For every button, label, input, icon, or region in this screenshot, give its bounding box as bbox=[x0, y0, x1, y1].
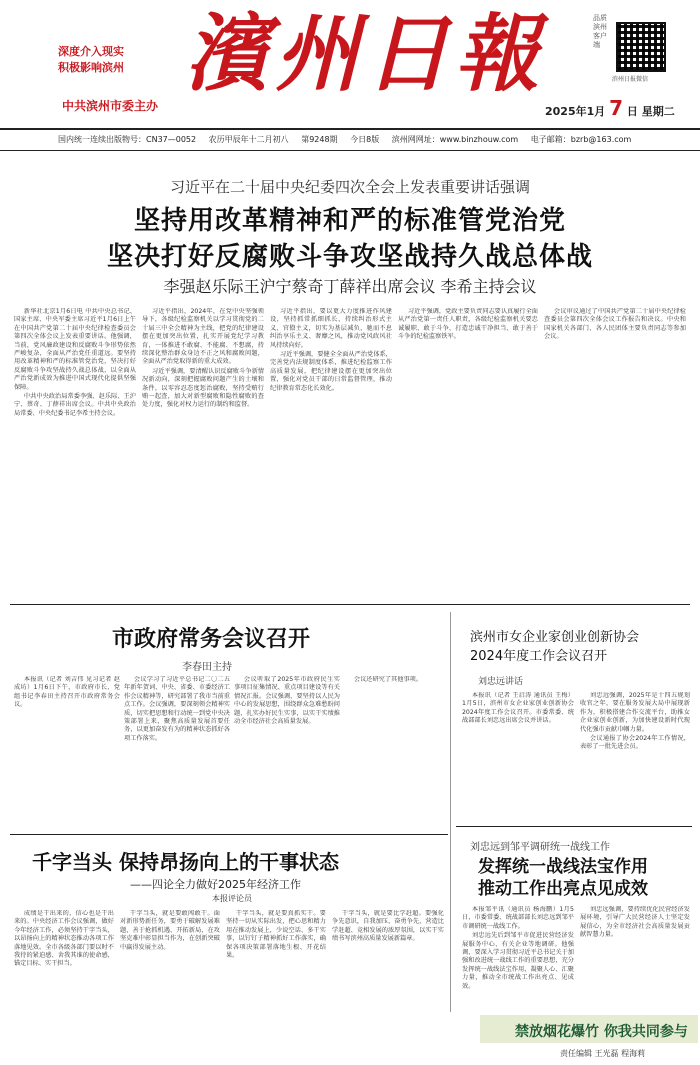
economy-byline: 本报评论员 bbox=[212, 894, 252, 903]
council-byline: 李春田主持 bbox=[182, 662, 232, 673]
women-column-2: 刘忠远强调，2025年是十四五规划收官之年，要在服务发展大局中展现新作为，积极搭建合作交流平台，助推女企业家创业创新，为加快建设新时代现代化强市贡献巾帼力量。 会议通报了协会2024年工作情况，表彰了一批先进会员。 bbox=[580, 692, 690, 751]
economy-column-3: 干字当头，就是要真抓实干。要坚持一切从实际出发，把心思和精力用在推动发展上，少说空话、多干实事，以钉钉子精神抓好工作落实，确保各项决策部署落地生根、开花结果。 bbox=[226, 910, 326, 960]
council-column-4: 会议还研究了其他事项。 bbox=[353, 676, 422, 683]
issn: 国内统一连续出版物号：CN37—0052 bbox=[58, 135, 197, 144]
lead-column-3: 习近平指出，要以更大力度推进作风建设，坚持抓常抓细抓长，持续纠治形式主义、官僚主义，切实为基层减负，驰而不息纠治享乐主义、奢靡之风，推动党风政风社风持续向好。 习近平强调，要健全全面从严治党体系，完善党内法规制度体系，推进纪检监察工作高质量发展，把纪律建设摆在更加突出位置，强化对党员干部的日常监督管理，推动纪律教育常态化长效化。 bbox=[270, 308, 392, 392]
dateline: 2025年1月 7 日 星期二 bbox=[545, 96, 675, 120]
page-count: 今日8版 bbox=[350, 135, 380, 144]
qr-caption: 滨州日报微信 bbox=[612, 76, 649, 83]
unitedfront-column-1: 本报邹平讯（通讯员 杨海鹏）1月5日，市委常委、统战部部长刘忠远到邹平市调研统一战线工作。 刘忠远先后到邹平市促进民营经济发展服务中心、有关企业等地调研。他强调，要深入学习贯彻习近平总书记关于加强和改进统一战线工作的重要思想，充分发挥统一战线法宝作用，凝聚人心、汇聚力量，推动全市统战工作出亮点、见成效。 bbox=[462, 906, 574, 990]
website: 滨州网网址：www.binzhouw.com bbox=[391, 135, 519, 144]
council-column-2: 会议学习了习近平总书记二〇二五年新年贺词、中央、省委、市委经济工作会议精神等，研究部署了我市当前重点工作。会议强调，要深刻领会精神实质，切实把思想和行动统一到党中央决策部署上来，聚焦高质量发展首要任务，以更加奋发有为的精神状态抓好各项工作落实。 bbox=[124, 676, 230, 742]
newspaper-logo: 濱州日報 bbox=[185, 4, 546, 103]
lead-kicker: 习近平在二十届中央纪委四次全会上发表重要讲话强调 bbox=[169, 178, 530, 196]
council-column-1: 本报讯（记者 刘吉伟 见习记者 赵成坊）1月6日下午，市政府市长、党组书记李春田主持召开市政府常务会议。 bbox=[14, 676, 120, 709]
info-bar bbox=[0, 128, 700, 151]
council-headline: 市政府常务会议召开 bbox=[112, 626, 311, 652]
economy-column-2: 干字当头，就是要敢闯敢干。面对新形势新任务，要勇于破解发展难题，善于抢抓机遇、开拓新局，在攻坚克难中彰显担当作为，在创新突破中赢得发展主动。 bbox=[120, 910, 220, 951]
unitedfront-headline: 发挥统一战线法宝作用 推动工作出亮点见成效 bbox=[478, 857, 648, 899]
lead-subhead: 李强赵乐际王沪宁蔡奇丁薛祥出席会议 李希主持会议 bbox=[163, 277, 537, 296]
masthead bbox=[0, 0, 700, 128]
women-column-1: 本报讯（记者 王启涛 通讯员 王梅）1月5日，滨州市女企业家创业创新协会2024年度工作会议召开。市委常委、统战部部长刘忠远出席会议并讲话。 bbox=[462, 692, 574, 725]
women-headline: 滨州市女企业家创业创新协会 2024年度工作会议召开 bbox=[470, 630, 640, 664]
section-divider bbox=[10, 604, 690, 605]
economy-column-1: 成绩是干出来的，信心也是干出来的。中央经济工作会议强调，做好今年经济工作，必须坚持干字当头，以昂扬向上的精神状态推动各项工作落地见效。全市各级各部门要以时不我待的紧迫感、舍我其谁的使命感，锚定目标、实干担当。 bbox=[14, 910, 114, 968]
economy-subtitle: ——四论全力做好2025年经济工作 bbox=[130, 878, 301, 891]
lead-column-5: 会议审议通过了中国共产党第二十届中央纪律检查委员会第四次全体会议工作报告和决议。中央和国家机关各部门、各人民团体主要负责同志等参加会议。 bbox=[544, 308, 686, 341]
lead-headline-1: 坚持用改革精神和严的标准管党治党 bbox=[133, 206, 566, 236]
lead-column-1: 新华社北京1月6日电 中共中央总书记、国家主席、中央军委主席习近平1月6日上午在中国共产党第二十届中央纪律检查委员会第四次全体会议上发表重要讲话。他强调，当前，党风廉政建设和反腐败斗争形势依然严峻复杂，全面从严治党任重道远。要坚持用改革精神和严的标准管党治党，坚决打好反腐败斗争攻坚战持久战总体战，以全面从严治党新成效为推进中国式现代化提供坚强保障。 中共中央政治局常委李强、赵乐际、王沪宁、蔡奇、丁薛祥出席会议。中共中央政治局常委、中央纪委书记李希主持会议。 bbox=[14, 308, 136, 417]
lead-column-2: 习近平指出，2024年，在党中央坚强领导下，各级纪检监察机关以学习贯彻党的二十届三中全会精神为主线，把党的纪律建设摆在更加突出位置，扎实开展党纪学习教育，一体推进不敢腐、不能腐、不想腐，持续深化整治群众身边不正之风和腐败问题，全面从严治党取得新的重大成效。 习近平强调，要清醒认识反腐败斗争新情况新动向，深刻把握腐败问题产生的土壤和条件，以零容忍态度惩治腐败，坚持受贿行贿一起查，加大对新型腐败和隐性腐败的查处力度，强化对权力运行的制约和监督。 bbox=[142, 308, 264, 409]
lead-column-4: 习近平强调，党政主要负责同志要认真履行全面从严治党第一责任人职责，各级纪检监察机关要忠诚履职、敢于斗争，打造忠诚干净担当、敢于善于斗争的纪检监察铁军。 bbox=[398, 308, 538, 341]
email: 电子邮箱：bzrb@163.com bbox=[530, 135, 632, 144]
responsible-editors: 责任编辑 王光磊 程海莉 bbox=[560, 1049, 646, 1058]
qr-label: 品质滨州客户端 bbox=[593, 14, 607, 49]
economy-headline: 千字当头 保持昂扬向上的干事状态 bbox=[32, 850, 339, 874]
section-divider bbox=[456, 826, 692, 827]
lead-headline-2: 坚决打好反腐败斗争攻坚战持久战总体战 bbox=[106, 242, 593, 272]
qr-code-icon bbox=[616, 22, 666, 72]
lunar-date: 农历甲辰年十二月初八 bbox=[208, 135, 289, 144]
economy-column-4: 干字当头，就是要比学赶超。要强化争先意识，自我加压、奋勇争先，营造比学赶超、竞相发展的浓厚氛围，以实干实绩书写滨州高质量发展新篇章。 bbox=[332, 910, 444, 943]
unitedfront-kicker: 刘忠远到邹平调研统一战线工作 bbox=[470, 842, 610, 853]
issue-number: 第9248期 bbox=[301, 135, 338, 144]
fireworks-banner-text: 禁放烟花爆竹 你我共同参与 bbox=[515, 1024, 688, 1040]
slogan: 深度介入现实 积极影响滨州 bbox=[58, 45, 124, 74]
council-column-3: 会议听取了2025年市政府民生实事项目征集情况、重点项目建设等有关情况汇报。会议强调，要坚持以人民为中心的发展思想，围绕群众急难愁盼问题，扎实办好民生实事，以实干实绩推动全市经济社会高质量发展。 bbox=[234, 676, 340, 726]
organizer: 中共滨州市委主办 bbox=[62, 99, 159, 113]
column-divider bbox=[450, 612, 451, 1012]
women-byline: 刘忠远讲话 bbox=[478, 677, 524, 687]
unitedfront-column-2: 刘忠远强调，要持续优化民营经济发展环境，引导广大民营经济人士坚定发展信心，为全市经济社会高质量发展贡献智慧力量。 bbox=[580, 906, 690, 939]
section-divider bbox=[10, 834, 448, 835]
